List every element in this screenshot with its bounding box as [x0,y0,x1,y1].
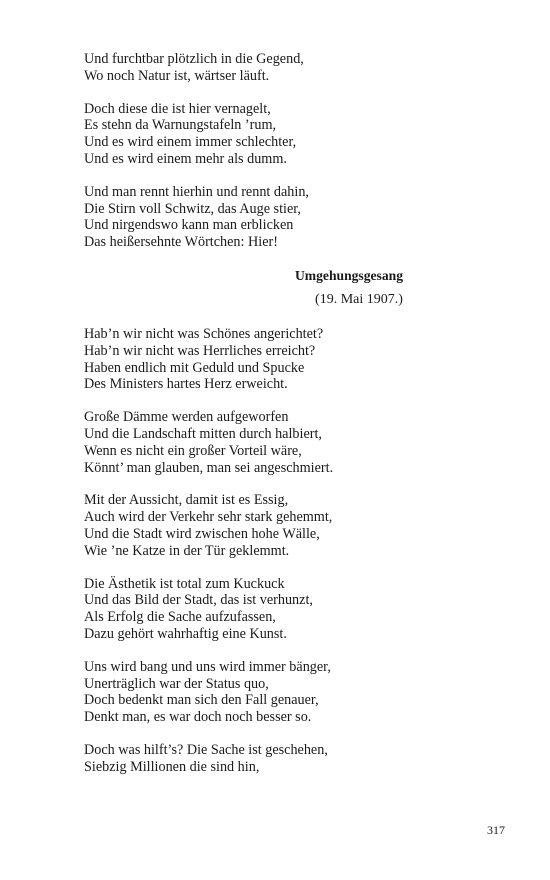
verse-line: Große Dämme werden aufgeworfen [84,409,289,426]
verse-line: Und die Stadt wird zwischen hohe Wälle, [84,525,320,542]
verse-line: Und nirgendswo kann man erblicken [84,217,294,234]
stanza [84,326,484,393]
poem-continuation [84,51,484,251]
verse-line: Dazu gehört wahrhaftig eine Kunst. [84,625,287,642]
page-number: 317 [487,823,505,837]
verse-line: Es stehn da Warnungstafeln ’rum, [84,117,277,134]
poem-date: (19. Mai 1907.) [315,291,403,307]
verse-line: Haben endlich mit Geduld und Spucke [84,359,305,376]
verse-line: Unerträglich war der Status quo, [84,675,269,692]
verse-line: Wie ’ne Katze in der Tür geklemmt. [84,542,290,559]
verse-line: Uns wird bang und uns wird immer bänger, [84,658,331,675]
text-block [84,51,484,792]
verse-line: Und das Bild der Stadt, das ist verhunzt, [84,592,313,609]
stanza [84,101,484,168]
stanza [84,576,484,643]
verse-line: Denkt man, es war doch noch besser so. [84,709,312,726]
verse-line: Mit der Aussicht, damit ist es Essig, [84,492,289,509]
verse-line: Und es wird einem immer schlechter, [84,134,297,151]
verse-line: Hab’n wir nicht was Herrliches erreicht? [84,342,316,359]
stanza [84,409,484,476]
verse-line: Auch wird der Verkehr sehr stark gehemmt, [84,509,333,526]
stanza [84,659,484,726]
verse-line: Und die Landschaft mitten durch halbiert, [84,425,322,442]
verse-line: Doch was hilft’s? Die Sache ist geschehen, [84,741,328,758]
verse-line: Die Stirn voll Schwitz, das Auge stier, [84,200,301,217]
verse-line: Des Ministers hartes Herz erweicht. [84,376,288,393]
poem-heading [179,267,519,309]
verse-line: Wo noch Natur ist, wärtser läuft. [84,67,270,84]
verse-line: Das heißersehnte Wörtchen: Hier! [84,234,278,251]
verse-line: Siebzig Millionen die sind hin, [84,758,260,775]
verse-line: Und man rennt hierhin und rennt dahin, [84,183,309,200]
verse-line: Doch diese die ist hier vernagelt, [84,100,271,117]
verse-line: Hab’n wir nicht was Schönes angerichtet? [84,325,324,342]
verse-line: Und es wird einem mehr als dumm. [84,150,287,167]
stanza [84,492,484,559]
verse-line: Die Ästhetik ist total zum Kuckuck [84,575,285,592]
poem-body [84,326,484,776]
poem-title: Umgehungsgesang [294,267,403,283]
verse-line: Wenn es nicht ein großer Vorteil wäre, [84,442,302,459]
stanza [84,742,484,776]
verse-line: Als Erfolg die Sache aufzufassen, [84,609,276,626]
stanza [84,51,484,85]
verse-line: Doch bedenkt man sich den Fall genauer, [84,692,319,709]
verse-line: Und furchtbar plötzlich in die Gegend, [84,51,304,67]
verse-line: Könnt’ man glauben, man sei angeschmiert. [84,459,334,476]
stanza [84,184,484,251]
